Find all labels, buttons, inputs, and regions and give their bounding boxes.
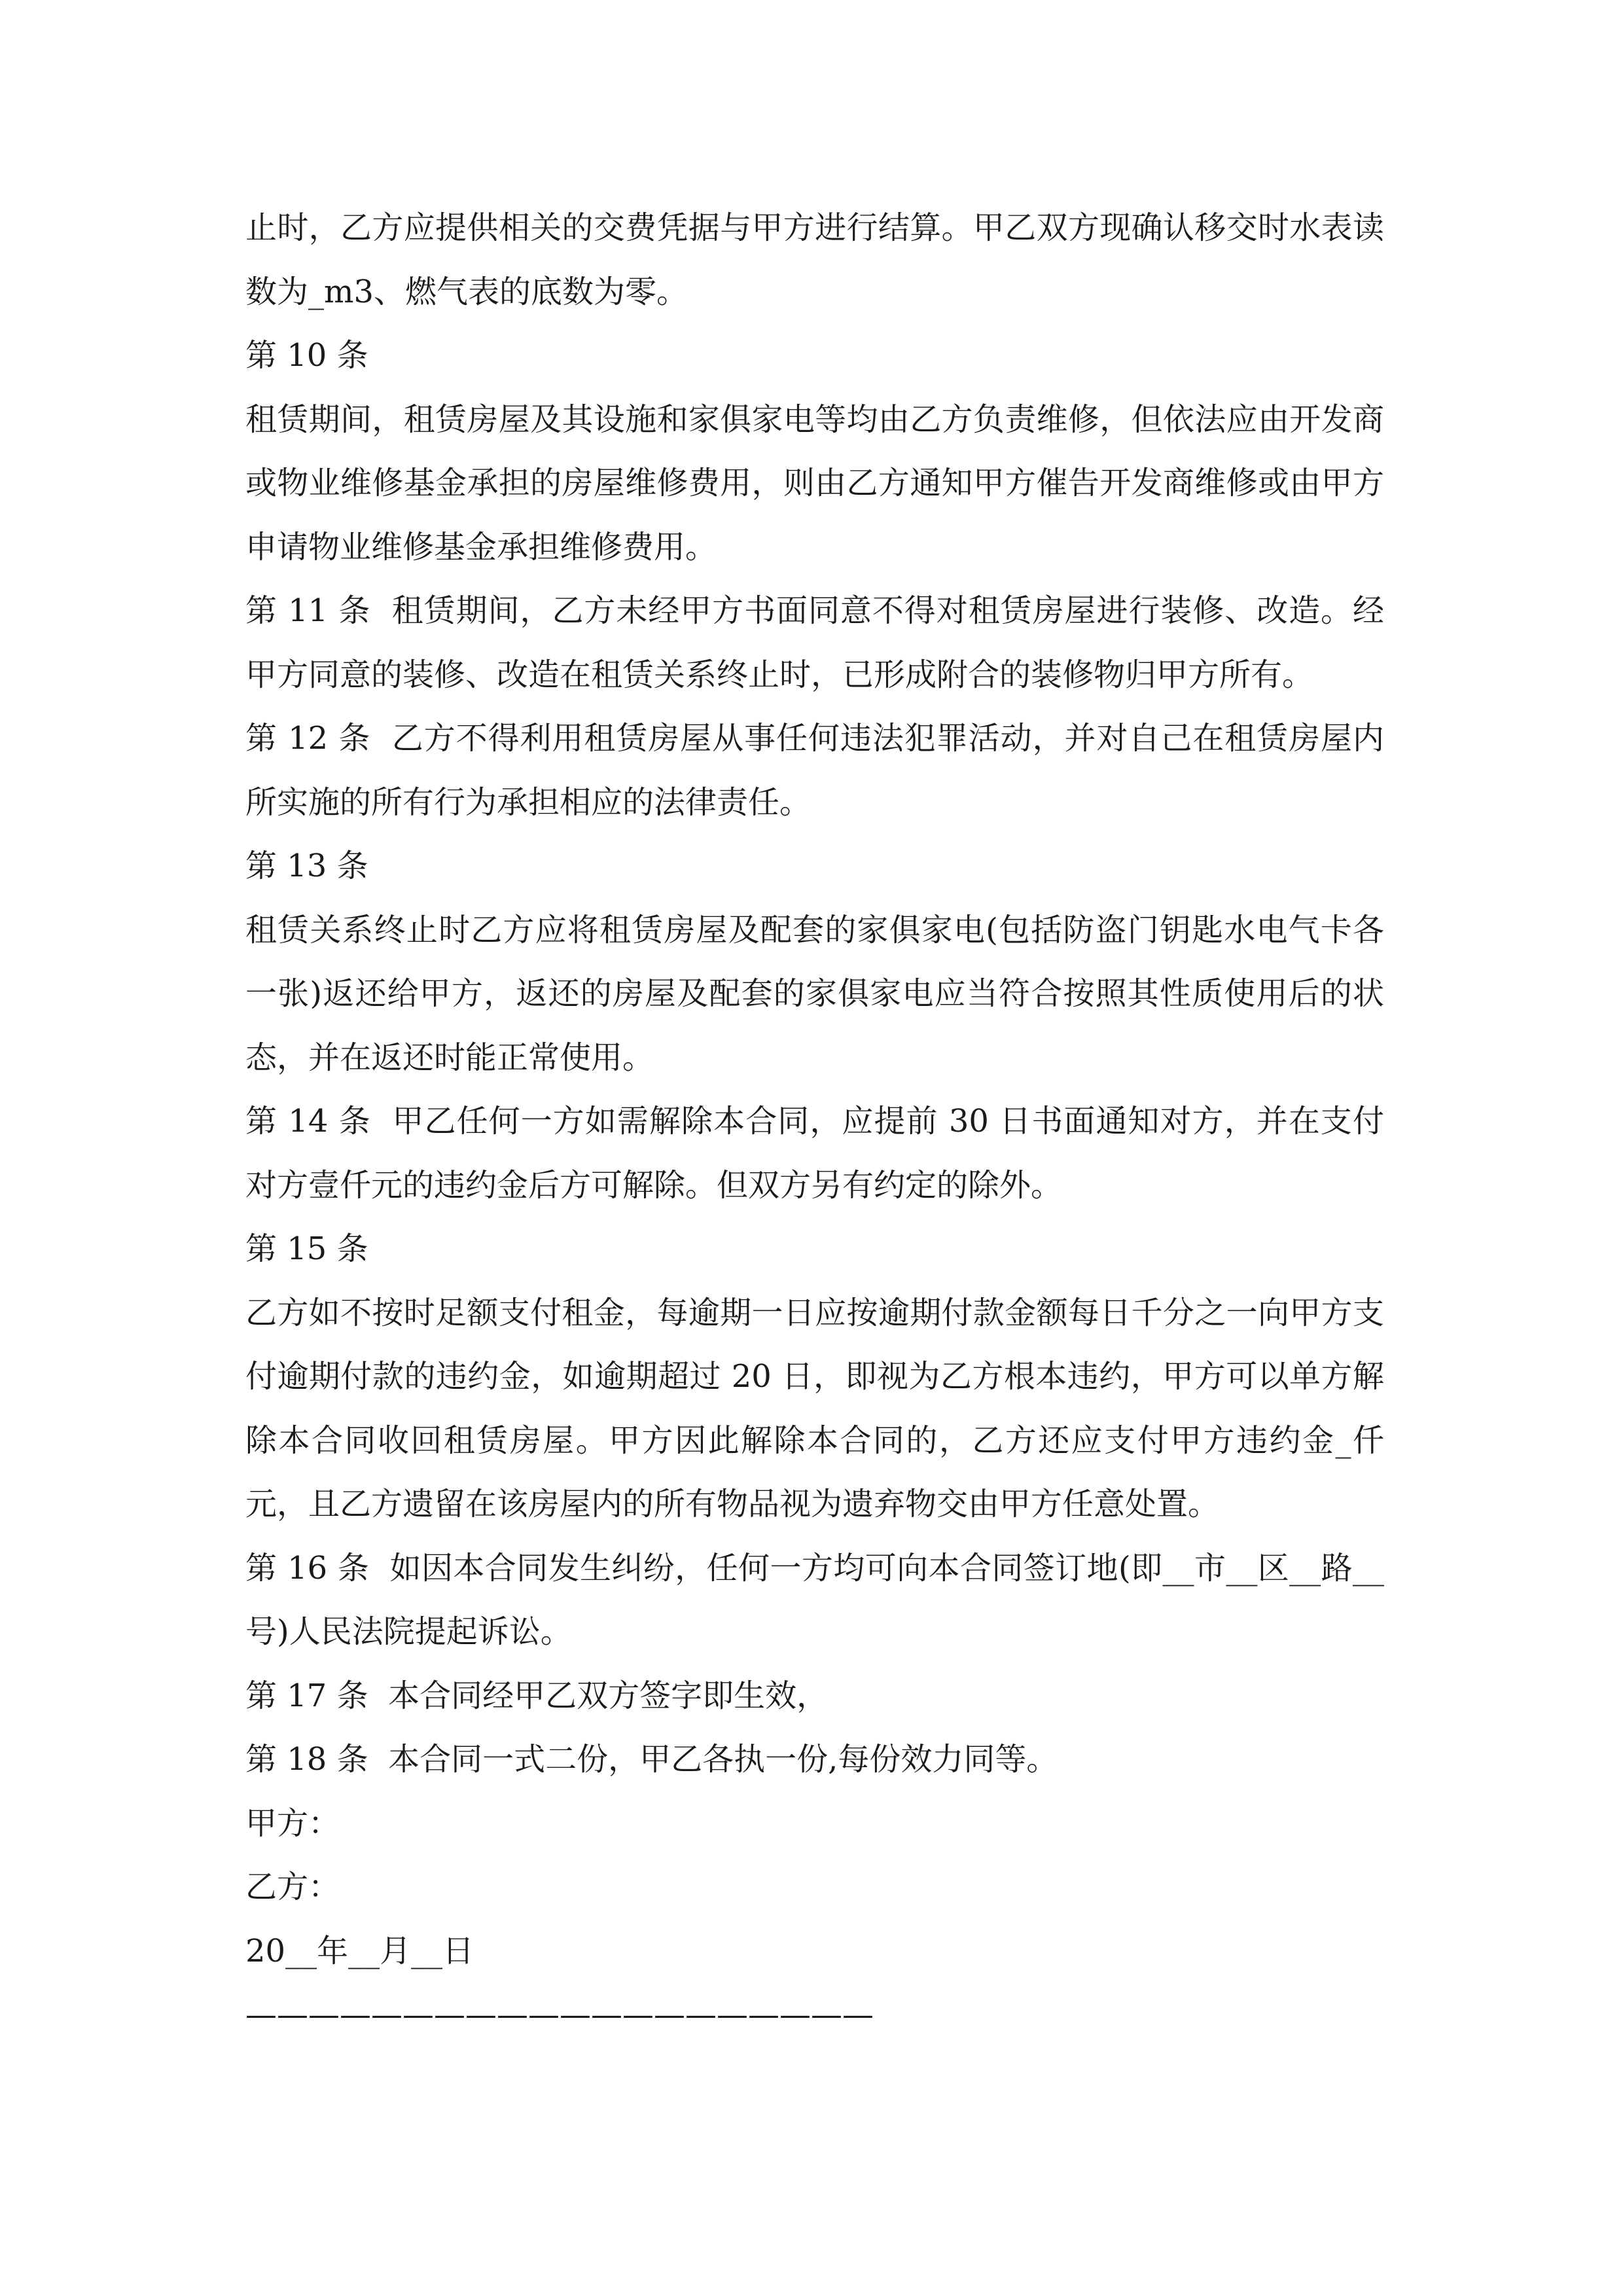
article-12: 第 12 条 乙方不得利用租赁房屋从事任何违法犯罪活动，并对自己在租赁房屋内所实施的所有行为承担相应的法律责任。 bbox=[245, 720, 1384, 821]
date-line: 20__年__月__日 bbox=[245, 1932, 474, 1969]
document-body bbox=[245, 196, 1384, 2047]
article-10-heading: 第 10 条 bbox=[245, 337, 368, 374]
article-15-heading: 第 15 条 bbox=[245, 1230, 368, 1267]
party-b-signature-line: 乙方： bbox=[245, 1869, 340, 1905]
closing-rule: ———————————————————— bbox=[245, 1996, 874, 2033]
article-11: 第 11 条 租赁期间，乙方未经甲方书面同意不得对租赁房屋进行装修、改造。经甲方同意的装修、改造在租赁关系终止时，已形成附合的装修物归甲方所有。 bbox=[245, 592, 1384, 693]
article-18: 第 18 条 本合同一式二份，甲乙各执一份,每份效力同等。 bbox=[245, 1741, 1058, 1778]
article-16: 第 16 条 如因本合同发生纠纷，任何一方均可向本合同签订地(即__市__区__路__号)人民法院提起诉讼。 bbox=[245, 1549, 1384, 1650]
article-13-body: 租赁关系终止时乙方应将租赁房屋及配套的家俱家电(包括防盗门钥匙水电气卡各一张)返还给甲方，返还的房屋及配套的家俱家电应当符合按照其性质使用后的状态，并在返还时能正常使用。 bbox=[245, 911, 1384, 1076]
article-13-heading: 第 13 条 bbox=[245, 848, 368, 884]
article-15-body: 乙方如不按时足额支付租金，每逾期一日应按逾期付款金额每日千分之一向甲方支付逾期付款的违约金，如逾期超过 20 日，即视为乙方根本违约，甲方可以单方解除本合同收回租赁房屋。甲方因此解除本合同的，乙方还应支付甲方违约金_仟元，且乙方遗留在该房屋内的所有物品视为遗弃物交由甲方任意处置。 bbox=[245, 1294, 1384, 1522]
article-17: 第 17 条 本合同经甲乙双方签字即生效， bbox=[245, 1677, 829, 1714]
party-a-signature-line: 甲方： bbox=[245, 1804, 340, 1842]
paragraph-settlement: 止时，乙方应提供相关的交费凭据与甲方进行结算。甲乙双方现确认移交时水表读数为_m3、燃气表的底数为零。 bbox=[245, 209, 1384, 310]
article-14: 第 14 条 甲乙任何一方如需解除本合同，应提前 30 日书面通知对方，并在支付对方壹仟元的违约金后方可解除。但双方另有约定的除外。 bbox=[245, 1103, 1384, 1204]
article-10-body: 租赁期间，租赁房屋及其设施和家俱家电等均由乙方负责维修，但依法应由开发商或物业维修基金承担的房屋维修费用，则由乙方通知甲方催告开发商维修或由甲方申请物业维修基金承担维修费用。 bbox=[245, 401, 1384, 565]
